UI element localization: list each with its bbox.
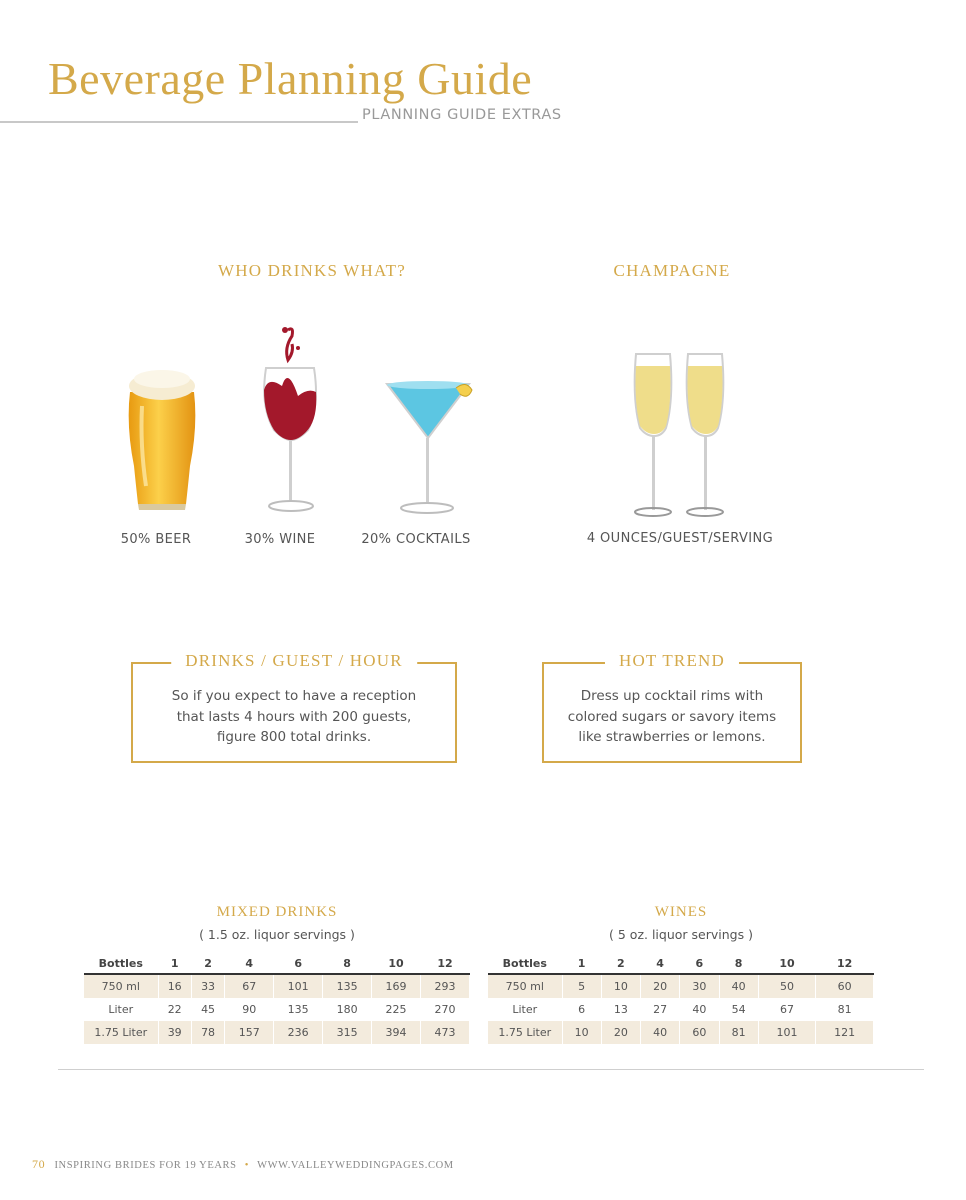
column-header: 12 <box>816 953 874 974</box>
column-header: Bottles <box>84 953 158 974</box>
callout-line: Dress up cocktail rims with <box>580 688 764 704</box>
column-header: 12 <box>421 953 470 974</box>
table-cell: 60 <box>816 974 874 998</box>
table-cell: 293 <box>421 974 470 998</box>
column-header: 1 <box>562 953 601 974</box>
table-row <box>84 998 470 1021</box>
table-cell: 1.75 Liter <box>84 1021 158 1044</box>
table-cell: 270 <box>421 998 470 1021</box>
table-cell: 10 <box>601 974 640 998</box>
table-cell: 54 <box>719 998 758 1021</box>
hot-trend-callout <box>542 651 802 763</box>
table-cell: 27 <box>641 998 680 1021</box>
table-cell: 169 <box>372 974 421 998</box>
table-cell: 473 <box>421 1021 470 1044</box>
drinks-per-guest-title: DRINKS / GUEST / HOUR <box>171 651 417 671</box>
table-cell: 5 <box>562 974 601 998</box>
callout-line: like strawberries or lemons. <box>578 729 766 745</box>
mixed-drinks-title: MIXED DRINKS <box>216 904 338 920</box>
drinks-per-guest-text <box>133 686 455 748</box>
column-header: 10 <box>758 953 816 974</box>
table-row <box>488 1021 874 1044</box>
champagne-heading: CHAMPAGNE <box>613 261 731 280</box>
wine-glass-icon <box>258 326 324 516</box>
table-header-row <box>84 953 470 974</box>
table-cell: 81 <box>816 998 874 1021</box>
footer-divider <box>58 1069 924 1070</box>
table-cell: 39 <box>158 1021 191 1044</box>
table-cell: 394 <box>372 1021 421 1044</box>
column-header: Bottles <box>488 953 562 974</box>
callout-line: figure 800 total drinks. <box>216 729 372 745</box>
mixed-drinks-table <box>84 953 470 1044</box>
table-cell: 67 <box>758 998 816 1021</box>
wines-subtitle: ( 5 oz. liquor servings ) <box>609 927 753 942</box>
table-cell: 315 <box>323 1021 372 1044</box>
beer-share-label: 50% BEER <box>120 532 192 547</box>
table-row <box>488 974 874 998</box>
table-cell: 750 ml <box>488 974 562 998</box>
footer-separator: • <box>244 1160 250 1171</box>
table-cell: 236 <box>274 1021 323 1044</box>
drinks-per-guest-callout <box>131 651 457 763</box>
table-header-row <box>488 953 874 974</box>
table-row <box>488 998 874 1021</box>
callout-line: colored sugars or savory items <box>567 708 777 725</box>
footer-tagline: INSPIRING BRIDES FOR 19 YEARS <box>54 1160 237 1171</box>
table-cell: 60 <box>680 1021 719 1044</box>
column-header: 6 <box>274 953 323 974</box>
table-cell: 78 <box>191 1021 224 1044</box>
page-number: 70 <box>32 1157 46 1171</box>
page-subtitle: PLANNING GUIDE EXTRAS <box>362 107 562 123</box>
table-cell: 10 <box>562 1021 601 1044</box>
column-header: 6 <box>680 953 719 974</box>
table-cell: 101 <box>758 1021 816 1044</box>
table-cell: 750 ml <box>84 974 158 998</box>
table-cell: Liter <box>488 998 562 1021</box>
footer-website: WWW.VALLEYWEDDINGPAGES.COM <box>257 1160 454 1171</box>
table-cell: 225 <box>372 998 421 1021</box>
page-footer <box>32 1157 454 1172</box>
table-cell: Liter <box>84 998 158 1021</box>
table-cell: 1.75 Liter <box>488 1021 562 1044</box>
column-header: 2 <box>601 953 640 974</box>
table-cell: 20 <box>641 974 680 998</box>
column-header: 2 <box>191 953 224 974</box>
table-cell: 40 <box>641 1021 680 1044</box>
mixed-drinks-subtitle: ( 1.5 oz. liquor servings ) <box>199 927 355 942</box>
column-header: 1 <box>158 953 191 974</box>
table-cell: 135 <box>274 998 323 1021</box>
table-cell: 157 <box>225 1021 274 1044</box>
wines-title: WINES <box>654 904 708 920</box>
table-cell: 121 <box>816 1021 874 1044</box>
table-cell: 81 <box>719 1021 758 1044</box>
table-cell: 40 <box>719 974 758 998</box>
wines-table <box>488 953 874 1044</box>
table-row <box>84 974 470 998</box>
column-header: 4 <box>225 953 274 974</box>
wine-share-label: 30% WINE <box>244 532 316 547</box>
cocktail-glass-icon <box>384 378 474 516</box>
table-cell: 67 <box>225 974 274 998</box>
column-header: 8 <box>719 953 758 974</box>
hot-trend-title: HOT TREND <box>605 651 739 671</box>
column-header: 8 <box>323 953 372 974</box>
table-cell: 22 <box>158 998 191 1021</box>
table-cell: 50 <box>758 974 816 998</box>
beer-glass-icon <box>124 366 200 514</box>
table-cell: 180 <box>323 998 372 1021</box>
table-row <box>84 1021 470 1044</box>
table-cell: 30 <box>680 974 719 998</box>
table-cell: 90 <box>225 998 274 1021</box>
table-cell: 20 <box>601 1021 640 1044</box>
table-cell: 6 <box>562 998 601 1021</box>
column-header: 4 <box>641 953 680 974</box>
hot-trend-text <box>544 686 800 748</box>
table-cell: 33 <box>191 974 224 998</box>
table-cell: 13 <box>601 998 640 1021</box>
page-title: Beverage Planning Guide <box>48 53 533 104</box>
table-cell: 135 <box>323 974 372 998</box>
mixed-drinks-header <box>84 904 470 942</box>
champagne-flutes-icon <box>626 350 732 518</box>
champagne-serving-label: 4 OUNCES/GUEST/SERVING <box>586 531 774 546</box>
table-cell: 45 <box>191 998 224 1021</box>
wines-header <box>488 904 874 942</box>
table-cell: 40 <box>680 998 719 1021</box>
callout-line: that lasts 4 hours with 200 guests, <box>176 708 412 725</box>
title-divider <box>0 121 358 123</box>
column-header: 10 <box>372 953 421 974</box>
callout-line: So if you expect to have a reception <box>171 688 417 704</box>
who-drinks-heading: WHO DRINKS WHAT? <box>218 261 406 280</box>
table-cell: 16 <box>158 974 191 998</box>
cocktails-share-label: 20% COCKTAILS <box>361 532 471 547</box>
table-cell: 101 <box>274 974 323 998</box>
